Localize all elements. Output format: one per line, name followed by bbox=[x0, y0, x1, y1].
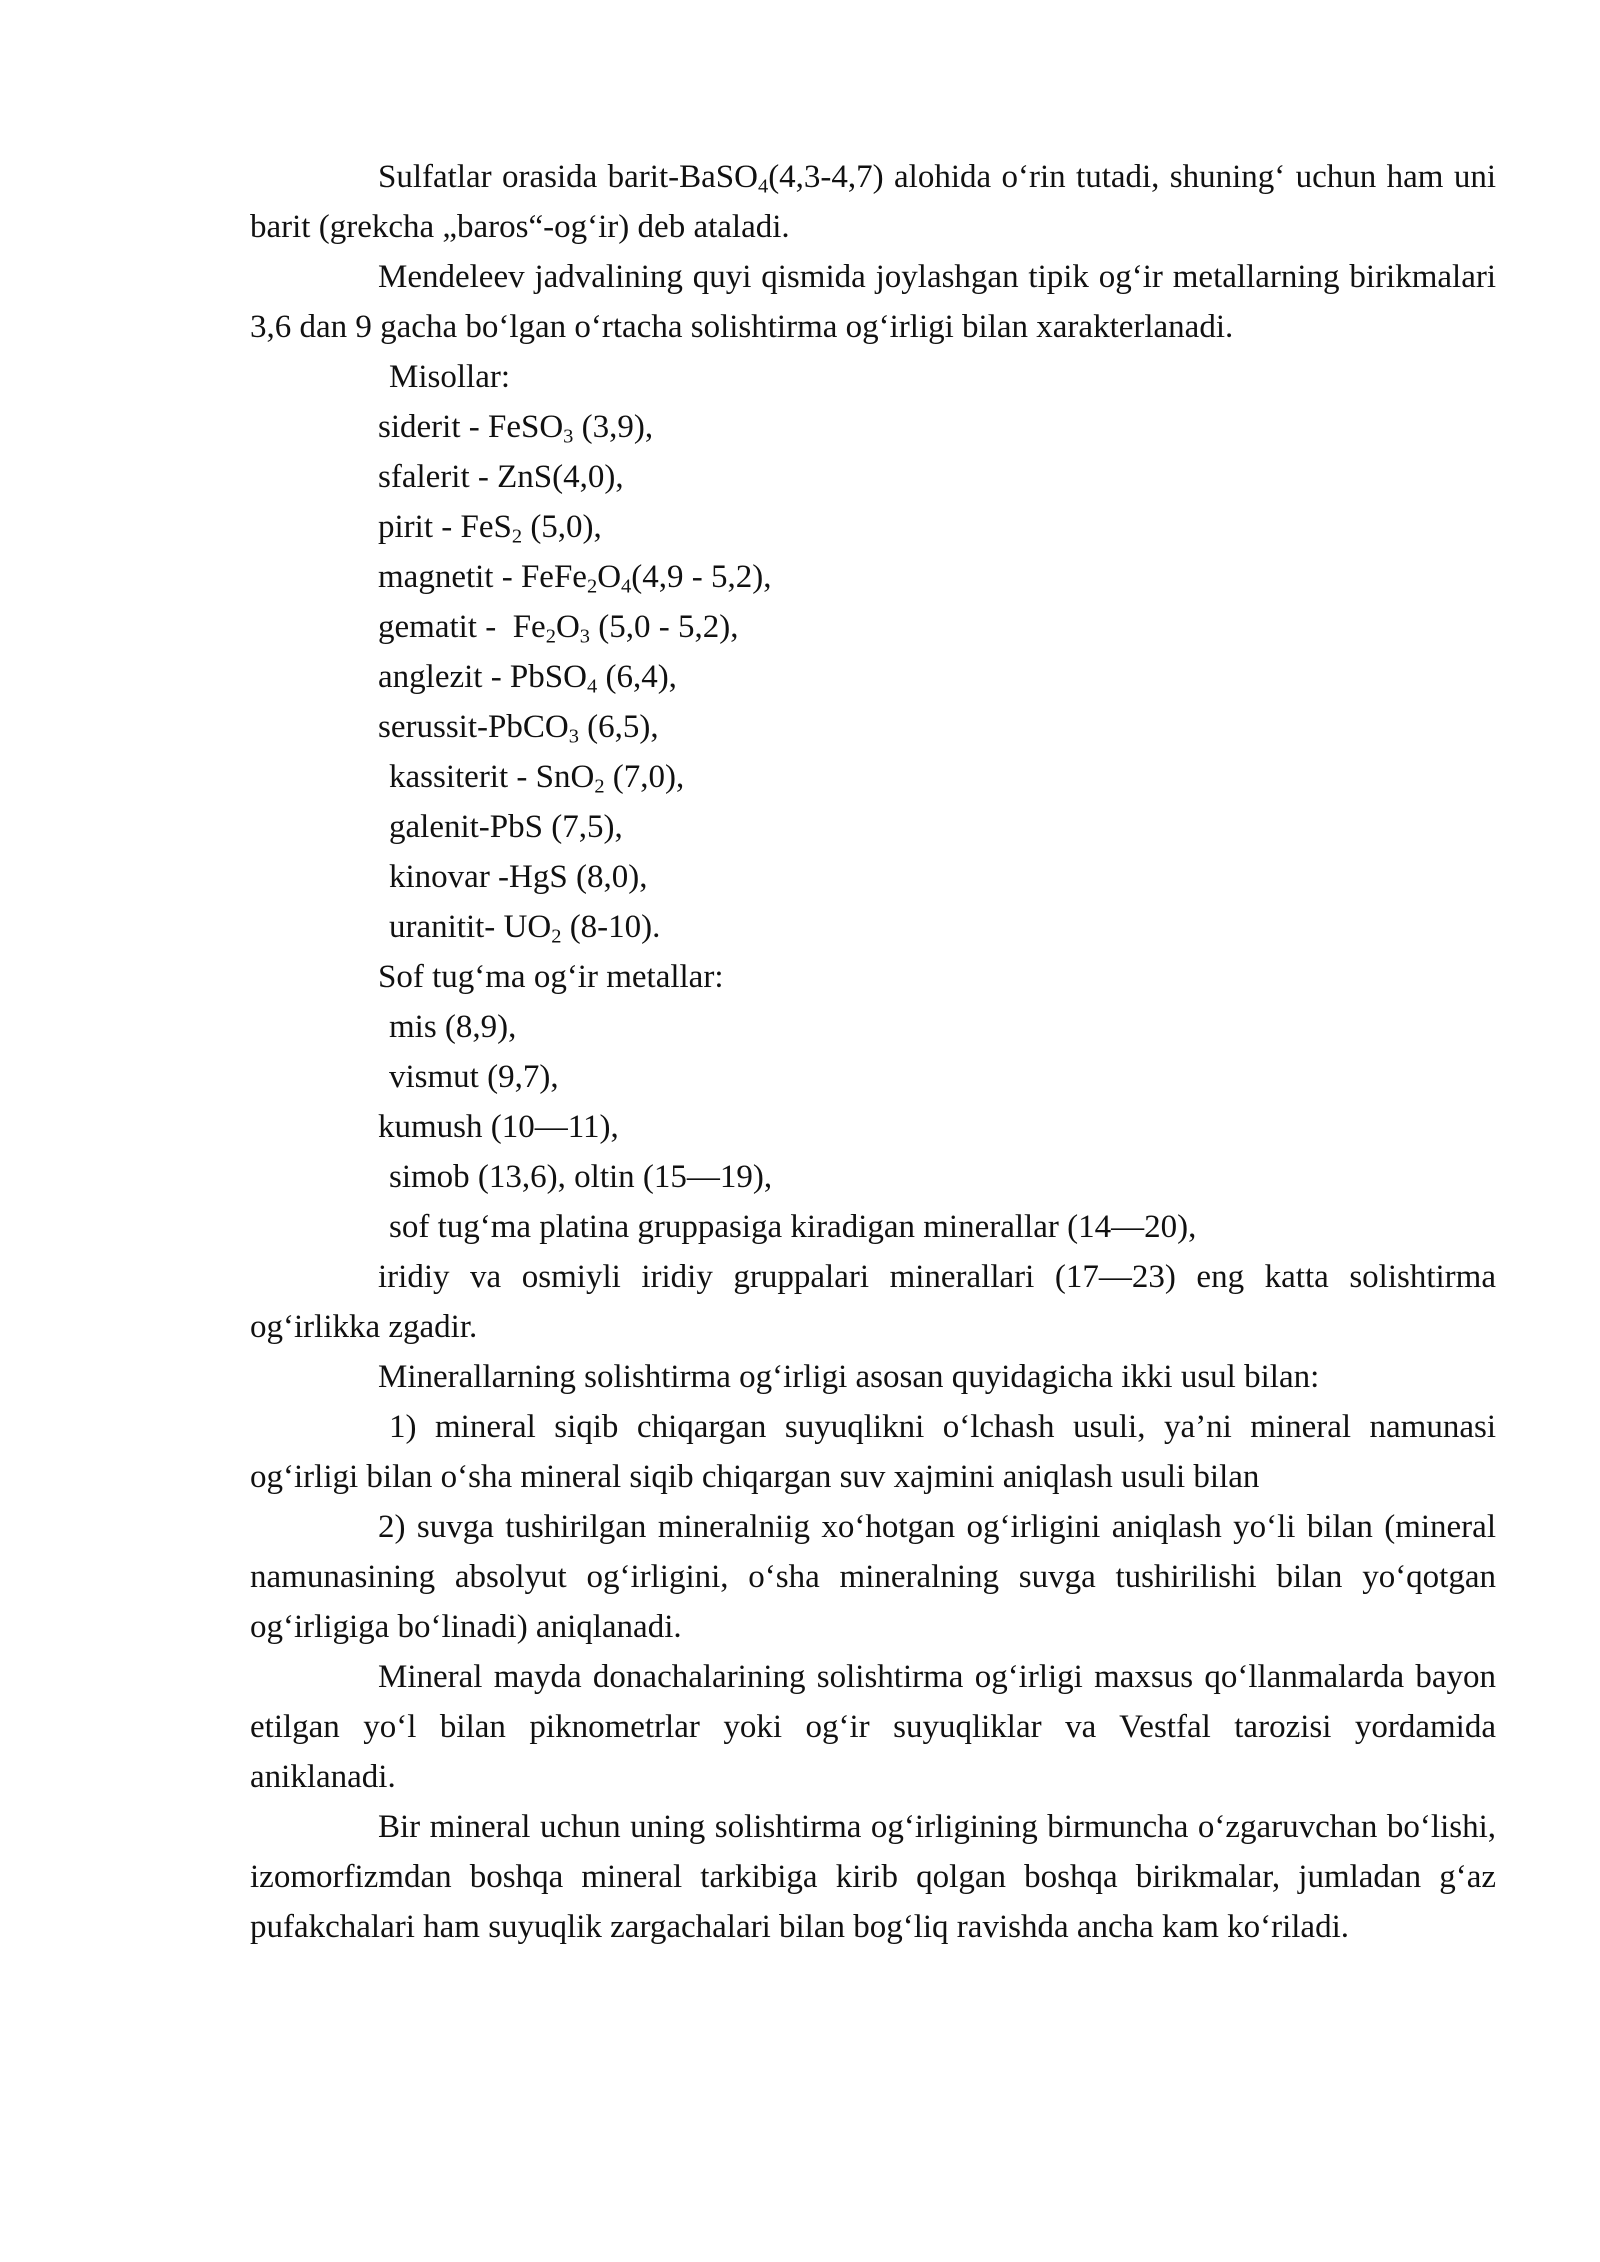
example-item: magnetit - $FeFe_2O_4(4,9 - 5,2)$, bbox=[378, 559, 772, 598]
paragraph-method-1: 1) mineral siqib chiqargan suyuqlikni o‘lchash usuli, ya’ni mineral namunasi og‘irligi bilan o‘sha mineral siqib chiqargan suv xajmini aniqlash usuli bilan bbox=[250, 1409, 1496, 1495]
paragraph-methods: Minerallarning solishtirma og‘irligi asosan quyidagicha ikki usul bilan: bbox=[378, 1359, 1320, 1395]
paragraph-barit bbox=[250, 152, 1496, 252]
paragraph-bir: Bir mineral uchun uning solishtirma og‘irligining birmuncha o‘zgaruvchan bo‘lishi, izomorfizmdan boshqa mineral tarkibiga kirib qolgan boshqa birikmalar, jumladan g‘az pufakchalari ham suyuqlik zargachalari bilan bog‘liq ravishda ancha kam ko‘riladi. bbox=[250, 1809, 1496, 1945]
example-item: serussit-PbCO$_3$ (6,5), bbox=[378, 709, 659, 748]
example-item: gematit - $Fe_2O_3$ (5,0 - 5,2), bbox=[378, 609, 739, 648]
paragraph-text: Sulfatlar orasida barit-BaSO bbox=[378, 159, 758, 195]
metal-item: kumush (10—11), bbox=[378, 1109, 619, 1145]
metal-item: sof tug‘ma platina gruppasiga kiradigan minerallar (14—20), bbox=[389, 1209, 1197, 1245]
paragraph-method-2: 2) suvga tushirilgan mineralniig xo‘hotgan og‘irligini aniqlash yo‘li bilan (mineral namunasining absolyut og‘irligini, o‘sha mineralning suvga tushirilishi bilan yo‘qotgan og‘irligiga bo‘linadi) aniqlanadi. bbox=[250, 1509, 1496, 1645]
example-item: kassiterit - SnO$_2$ (7,0), bbox=[389, 759, 685, 798]
document-page bbox=[250, 152, 1496, 1952]
heading-misollar: Misollar: bbox=[389, 359, 510, 395]
paragraph-text: (4,3-4,7) alohida o‘rin tutadi, shuning‘ uchun ham uni barit (grekcha „baros“-og‘ir) deb ataladi. bbox=[250, 159, 1497, 245]
metal-item: mis (8,9), bbox=[389, 1009, 517, 1045]
example-item: galenit-PbS (7,5), bbox=[389, 809, 623, 845]
paragraph-mineral: Mineral mayda donachalarining solishtirma og‘irligi maxsus qo‘llanmalarda bayon etilgan yo‘l bilan piknometrlar yoki og‘ir suyuqliklar va Vestfal tarozisi yordamida aniklanadi. bbox=[250, 1659, 1496, 1795]
example-item: uranitit- $UO_2$ (8-10). bbox=[389, 909, 661, 948]
paragraph-mendeleev: Mendeleev jadvalining quyi qismida joylashgan tipik og‘ir metallarning birikmalari 3,6 dan 9 gacha bo‘lgan o‘rtacha solishtirma og‘irligi bilan xarakterlanadi. bbox=[250, 259, 1496, 345]
subscript: 4 bbox=[757, 175, 769, 198]
example-item: sfalerit - ZnS(4,0), bbox=[378, 459, 624, 495]
paragraph-iridiy: iridiy va osmiyli iridiy gruppalari minerallari (17—23) eng katta solishtirma og‘irlikka zgadir. bbox=[250, 1259, 1496, 1345]
metal-item: simob (13,6), oltin (15—19), bbox=[389, 1159, 773, 1195]
example-item: siderit - FeSO$_3$ (3,9), bbox=[378, 409, 654, 448]
metal-item: vismut (9,7), bbox=[389, 1059, 559, 1095]
heading-metals: Sof tug‘ma og‘ir metallar: bbox=[378, 959, 724, 995]
example-item: pirit - FeS$_2$ (5,0), bbox=[378, 509, 602, 548]
example-item: kinovar -HgS (8,0), bbox=[389, 859, 648, 895]
example-item: anglezit - PbSO$_4$ (6,4), bbox=[378, 659, 677, 698]
